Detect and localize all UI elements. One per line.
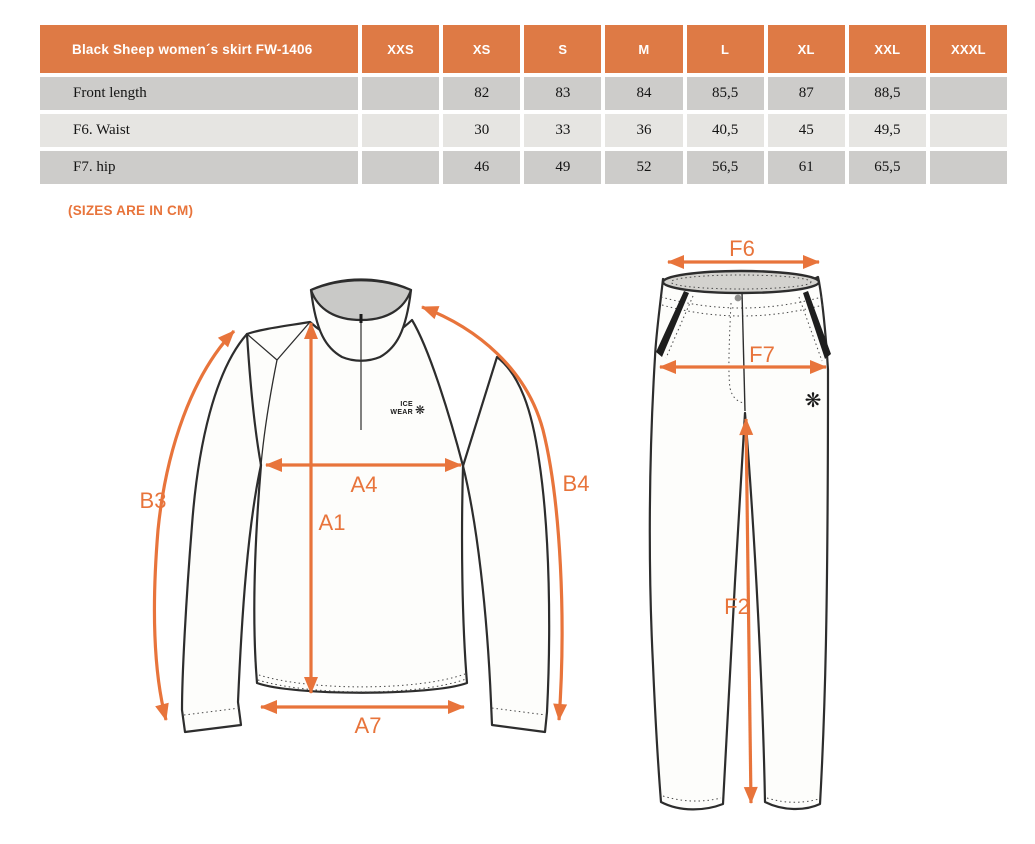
label-f6: F6: [729, 236, 755, 261]
size-value: 82: [443, 77, 520, 110]
label-b4: B4: [562, 471, 590, 496]
size-col-header-xl: XL: [768, 25, 845, 73]
label-b3: B3: [139, 488, 167, 513]
size-value: 40,5: [687, 114, 764, 147]
label-f7: F7: [749, 342, 775, 367]
logo-text-ice: ICE: [400, 401, 413, 408]
pants-snowflake-icon: ❋: [804, 388, 822, 412]
size-table: [40, 25, 1007, 184]
logo-text-wear: WEAR: [390, 409, 413, 416]
size-value: 65,5: [849, 151, 926, 184]
shirt-body: [247, 320, 467, 693]
label-a7: A7: [354, 713, 382, 738]
size-value: 85,5: [687, 77, 764, 110]
size-value: 49: [524, 151, 601, 184]
size-value: 52: [605, 151, 682, 184]
logo-snowflake-icon: ❋: [414, 403, 426, 417]
size-value: 87: [768, 77, 845, 110]
size-value: 33: [524, 114, 601, 147]
size-col-header-xxxl: XXXL: [930, 25, 1007, 73]
size-col-header-xs: XS: [443, 25, 520, 73]
label-a1: A1: [318, 510, 346, 535]
waist-opening: [663, 271, 819, 293]
shirt-measurement-diagram: [130, 270, 630, 745]
row-label: Front length: [40, 77, 358, 110]
table-title: Black Sheep women´s skirt FW-1406: [40, 25, 358, 73]
size-value: 46: [443, 151, 520, 184]
size-value: 56,5: [687, 151, 764, 184]
row-label: F6. Waist: [40, 114, 358, 147]
size-value: [930, 114, 1007, 147]
size-col-header-xxl: XXL: [849, 25, 926, 73]
label-a4: A4: [350, 472, 378, 497]
size-value: [362, 77, 439, 110]
pants-measurement-diagram: [635, 235, 1035, 835]
size-col-header-m: M: [605, 25, 682, 73]
size-value: 84: [605, 77, 682, 110]
pants-silhouette: [650, 277, 828, 809]
waist-button: [735, 295, 742, 302]
size-value: 49,5: [849, 114, 926, 147]
label-f2: F2: [724, 594, 750, 619]
size-value: 30: [443, 114, 520, 147]
size-col-header-s: S: [524, 25, 601, 73]
size-value: 36: [605, 114, 682, 147]
sizes-in-cm-note: (SIZES ARE IN CM): [68, 203, 194, 218]
size-col-header-xxs: XXS: [362, 25, 439, 73]
size-value: [362, 114, 439, 147]
size-col-header-l: L: [687, 25, 764, 73]
size-value: 45: [768, 114, 845, 147]
size-value: 88,5: [849, 77, 926, 110]
size-value: [930, 77, 1007, 110]
size-value: [930, 151, 1007, 184]
row-label: F7. hip: [40, 151, 358, 184]
size-value: 83: [524, 77, 601, 110]
size-value: [362, 151, 439, 184]
size-value: 61: [768, 151, 845, 184]
